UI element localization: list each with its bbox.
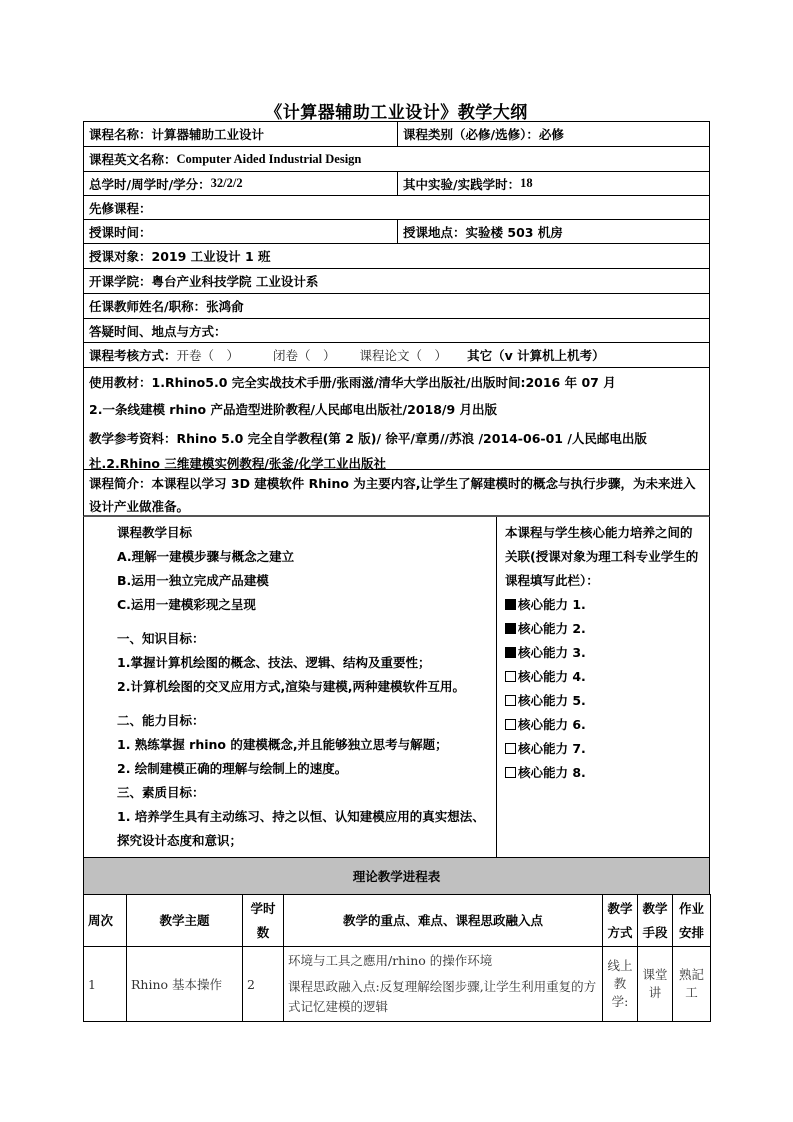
quality-1: 1. 培养学生具有主动练习、持之以恒、认知建模应用的真实想法、探究设计态度和意识； — [117, 809, 485, 848]
textbook-1: 1.Rhino5.0 完全实战技术手册/张雨滋/清华大学出版社/出版时间:2016 年 07 月 — [151, 375, 616, 390]
assessment-label: 课程考核方式： — [89, 348, 177, 363]
textbook-1-line — [89, 370, 704, 395]
competency-item: 核心能力 6. — [505, 713, 703, 737]
competency-item: 核心能力 4. — [505, 665, 703, 689]
table-row — [84, 947, 711, 1022]
hours-label: 总学时/周学时/学分： — [89, 176, 211, 192]
row-assessment — [83, 343, 710, 368]
checkbox-empty-icon — [505, 767, 516, 778]
row-prerequisites — [83, 196, 710, 220]
cell-means: 课堂讲 — [638, 947, 673, 1022]
lab-hours-value: 18 — [520, 176, 533, 190]
office-hours-label: 答疑时间、地点与方式： — [89, 323, 227, 339]
schedule-title: 理论教学进程表 — [84, 858, 709, 894]
course-name-label: 课程名称： — [89, 127, 152, 142]
objectives-heading: 课程教学目标 — [117, 525, 193, 540]
cell-hours: 2 — [243, 947, 284, 1022]
english-name-label: 课程英文名称： — [89, 152, 177, 167]
assessment-other: 其它（v 计算机上机考） — [467, 348, 605, 363]
assessment-paper: 课程论文（ ） — [359, 348, 448, 363]
row-materials — [83, 368, 710, 470]
syllabus-table — [83, 121, 710, 1022]
teacher-value: 张鸿俞 — [206, 299, 244, 314]
course-type-value: 必修 — [538, 127, 564, 142]
row-office-hours — [83, 319, 710, 343]
course-type-label: 课程类别（必修/选修）： — [403, 127, 539, 142]
header-hours: 学时数 — [243, 895, 284, 947]
row-english-name — [83, 147, 710, 172]
competency-item: 核心能力 2. — [505, 617, 703, 641]
reference-value: Rhino 5.0 完全自学教程(第 2 版)/ 徐平/章勇//苏浪 /2014-06-01 /人民邮电出版社.2.Rhino 三维建模实例教程/张釜/化学工业出版社 — [89, 431, 647, 471]
audience-value: 2019 工业设计 1 班 — [151, 249, 271, 264]
header-method: 教学方式 — [603, 895, 638, 947]
reference-label: 教学参考资料： — [89, 431, 177, 446]
college-value: 粤台产业科技学院 工业设计系 — [151, 274, 319, 289]
row-intro — [83, 470, 710, 517]
checkbox-empty-icon — [505, 743, 516, 754]
location-value: 实验楼 503 机房 — [465, 224, 563, 240]
goal-c: C.运用一建模彩现之呈现 — [117, 597, 256, 612]
header-homework: 作业安排 — [673, 895, 711, 947]
course-name-value: 计算器辅助工业设计 — [151, 127, 265, 142]
header-focus: 教学的重点、难点、课程思政融入点 — [284, 895, 603, 947]
header-topic: 教学主题 — [127, 895, 243, 947]
cell-focus — [284, 947, 603, 1022]
cell-topic: Rhino 基本操作 — [127, 947, 243, 1022]
ability-heading: 二、能力目标： — [117, 713, 205, 728]
cell-homework: 熟記工 — [673, 947, 711, 1022]
college-label: 开课学院： — [89, 274, 152, 289]
knowledge-heading: 一、知识目标： — [117, 631, 205, 646]
goal-b: B.运用一独立完成产品建模 — [117, 573, 269, 588]
focus-line-1: 环境与工具之應用/rhino 的操作环境 — [288, 953, 493, 968]
checkbox-checked-icon — [505, 623, 516, 634]
lab-hours-label: 其中实验/实践学时： — [403, 176, 521, 192]
assessment-open-book: 开卷（ ） — [176, 348, 240, 363]
knowledge-1: 1.掌握计算机绘图的概念、技法、逻辑、结构及重要性； — [117, 655, 431, 670]
objectives-panel — [84, 517, 497, 857]
ability-1: 1. 熟练掌握 rhino 的建模概念,并且能够独立思考与解题； — [117, 737, 448, 752]
checkbox-empty-icon — [505, 719, 516, 730]
row-college — [83, 269, 710, 294]
row-audience — [83, 244, 710, 269]
schedule-header-row — [84, 895, 711, 947]
competencies-panel — [497, 517, 709, 857]
knowledge-2: 2.计算机绘图的交叉应用方式,渲染与建模,两种建模软件互用。 — [117, 679, 465, 694]
location-label: 授课地点： — [403, 224, 466, 240]
goal-a: A.理解一建模步骤与概念之建立 — [117, 549, 295, 564]
competencies-intro: 本课程与学生核心能力培养之间的关联(授课对象为理工科专业学生的课程填写此栏）： — [505, 525, 699, 588]
prereq-label: 先修课程： — [89, 200, 152, 216]
checkbox-checked-icon — [505, 599, 516, 610]
row-teacher — [83, 294, 710, 319]
checkbox-empty-icon — [505, 671, 516, 682]
header-week: 周次 — [84, 895, 127, 947]
intro-text: 本课程以学习 3D 建模软件 Rhino 为主要内容,让学生了解建模时的概念与执行步骤，为未来进入设计产业做准备。 — [89, 476, 696, 514]
row-course-name — [83, 121, 710, 147]
competency-item: 核心能力 5. — [505, 689, 703, 713]
competency-item: 核心能力 8. — [505, 761, 703, 785]
row-objectives — [83, 517, 710, 858]
document-title: 《计算器辅助工业设计》教学大纲 — [265, 103, 528, 123]
quality-heading: 三、素质目标： — [117, 785, 205, 800]
header-means: 教学手段 — [638, 895, 673, 947]
row-schedule-title — [83, 858, 710, 894]
checkbox-checked-icon — [505, 647, 516, 658]
competency-item: 核心能力 3. — [505, 641, 703, 665]
competency-item: 核心能力 1. — [505, 593, 703, 617]
intro-label: 课程简介： — [89, 476, 152, 491]
time-label: 授课时间： — [89, 224, 152, 240]
cell-week: 1 — [84, 947, 127, 1022]
textbook-2: 2.一条线建模 rhino 产品造型进阶教程/人民邮电出版社/2018/9 月出版 — [89, 402, 498, 417]
teacher-label: 任课教师姓名/职称： — [89, 299, 207, 314]
checkbox-empty-icon — [505, 695, 516, 706]
cell-method: 线上教学: — [603, 947, 638, 1022]
row-hours — [83, 172, 710, 196]
audience-label: 授课对象： — [89, 249, 152, 264]
row-time-location — [83, 220, 710, 244]
reference-line — [89, 426, 704, 476]
assessment-closed-book: 闭卷（ ） — [273, 348, 336, 363]
competency-item: 核心能力 7. — [505, 737, 703, 761]
ability-2: 2. 绘制建模正确的理解与绘制上的速度。 — [117, 761, 348, 776]
schedule-table — [83, 894, 711, 1022]
hours-value: 32/2/2 — [210, 176, 243, 190]
textbook-label: 使用教材： — [89, 375, 152, 390]
english-name-value: Computer Aided Industrial Design — [176, 151, 362, 166]
focus-line-2: 课程思政融入点:反复理解绘图步骤,让学生利用重复的方式记忆建模的逻辑 — [288, 979, 597, 1014]
